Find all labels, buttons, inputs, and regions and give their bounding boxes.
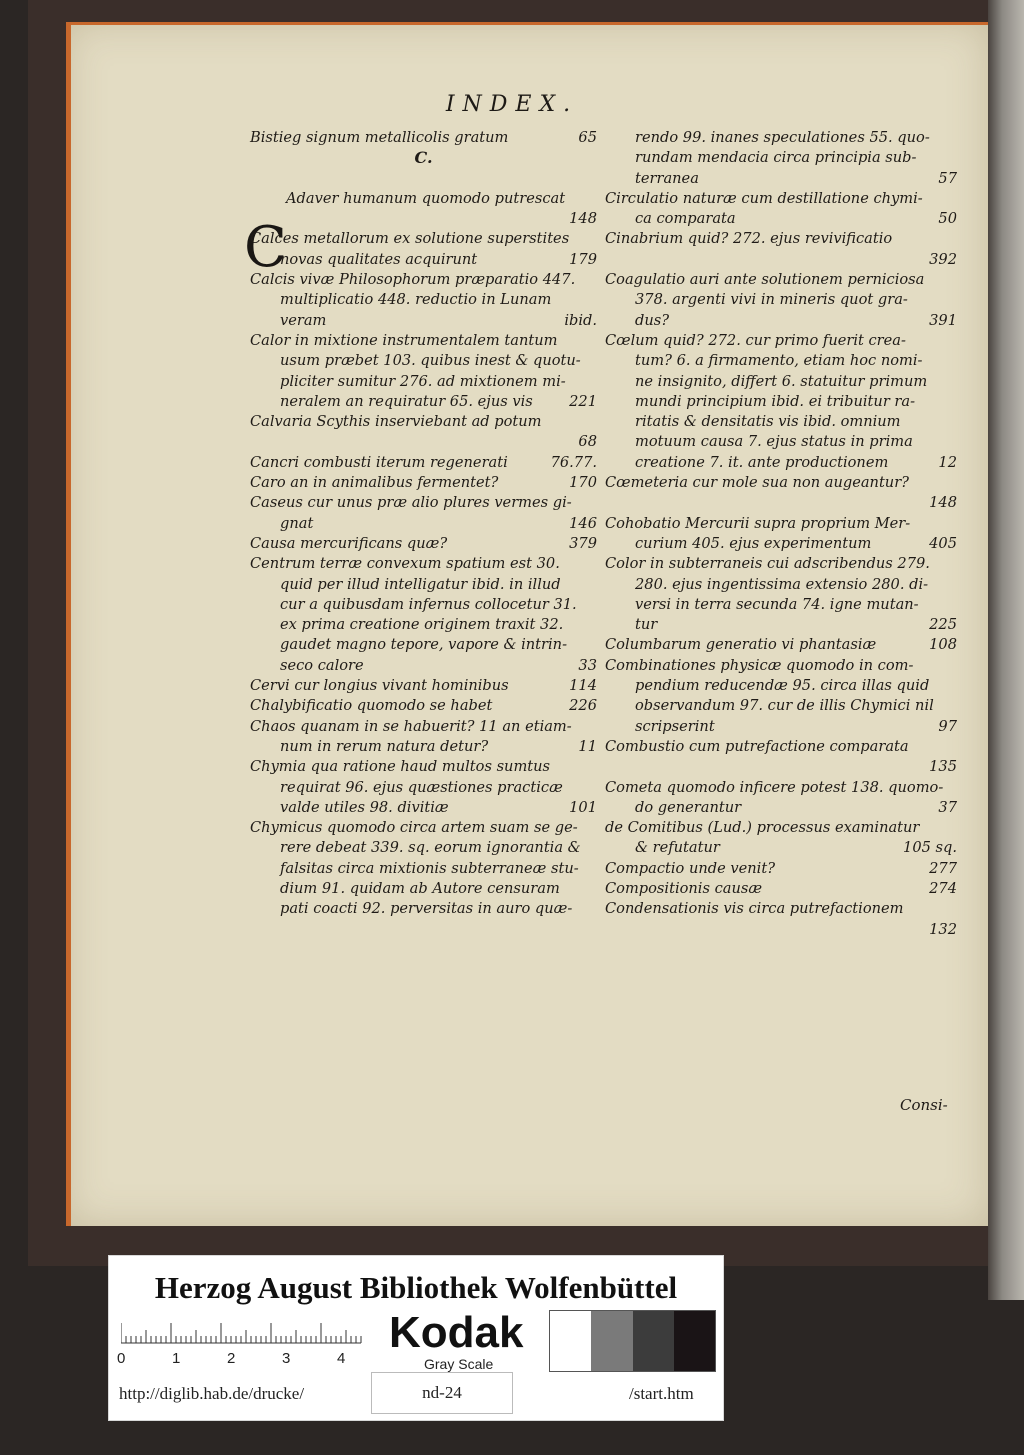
- index-entry-text: num in rerum natura detur?: [280, 737, 489, 755]
- index-entry-text: versi in terra secunda 74. igne mutan-: [635, 595, 919, 613]
- index-entry-text: Chymicus quomodo circa artem suam se ge-: [250, 819, 578, 837]
- ruler-scale: [121, 1314, 371, 1344]
- gray-patches: [549, 1310, 716, 1372]
- index-page-number: 148: [929, 494, 957, 512]
- index-entry-line: [605, 554, 957, 574]
- index-entry-text: observandum 97. cur de illis Chymici nil: [635, 697, 934, 715]
- ruler-number: 2: [227, 1350, 236, 1367]
- index-entry-line: [250, 696, 597, 716]
- index-entry-text: falsitas circa mixtionis subterraneæ stu-: [280, 859, 579, 877]
- index-entry-text: ne insignito, differt 6. statuitur primum: [635, 372, 928, 390]
- index-entry-line: [605, 189, 957, 209]
- page-edge-left: [66, 22, 71, 1226]
- index-entry-line: [605, 737, 957, 757]
- index-entry-text: curium 405. ejus experimentum: [635, 534, 872, 552]
- index-entry-line: [605, 899, 957, 919]
- index-page-number: 12: [938, 453, 957, 471]
- index-entry-text: Adaver humanum quomodo putrescat: [286, 189, 566, 207]
- index-entry-line: [605, 798, 957, 818]
- index-entry-text: seco calore: [280, 656, 364, 674]
- index-entry-line: [250, 615, 597, 635]
- book-edge: [988, 0, 1024, 1300]
- index-entry-text: Cinabrium quid? 272. ejus revivificatio: [605, 230, 893, 248]
- index-entry-line: [605, 778, 957, 798]
- gray-patch: [633, 1311, 674, 1371]
- index-entry-line: [250, 372, 597, 392]
- index-entry-line: [605, 290, 957, 310]
- kodak-logo: Kodak: [389, 1308, 524, 1357]
- index-entry-line: [605, 453, 957, 473]
- index-entry-text: veram: [280, 311, 327, 329]
- index-page-number: 132: [929, 920, 957, 938]
- index-page-number: 170: [569, 474, 597, 492]
- index-entry-text: Cancri combusti iterum regenerati: [250, 453, 508, 471]
- index-entry-text: Cœmeteria cur mole sua non augeantur?: [605, 474, 910, 492]
- index-entry-text: Bistieg signum metallicolis gratum: [250, 129, 509, 146]
- index-entry-line: [605, 879, 957, 899]
- index-page-number: 101: [569, 798, 597, 816]
- index-entry-text: cur a quibusdam infernus collocetur 31.: [280, 595, 577, 613]
- index-entry-line: [250, 635, 597, 655]
- index-entry-line: [605, 169, 957, 189]
- drop-cap: C: [244, 215, 287, 280]
- index-page-number: 76.77.: [550, 453, 597, 471]
- index-entry-text: Columbarum generatio vi phantasiæ: [605, 636, 877, 654]
- index-entry-line: [605, 717, 957, 737]
- index-entry-text: usum præbet 103. quibus inest & quotu-: [280, 352, 581, 370]
- index-entry-line: [250, 717, 597, 737]
- index-entry-line: [250, 879, 597, 899]
- index-entry-text: Chaos quanam in se habuerit? 11 an etiam-: [250, 717, 572, 735]
- index-page-number: 68: [578, 433, 597, 451]
- index-entry-line: [250, 656, 597, 676]
- index-entry-line: [605, 859, 957, 879]
- index-entry-text: pendium reducendæ 95. circa illas quid: [635, 677, 930, 695]
- index-entry-text: neralem an requiratur 65. ejus vis: [280, 392, 533, 410]
- index-entry-line: [605, 676, 957, 696]
- catchword: Consi-: [900, 1096, 948, 1114]
- index-entry-line: [250, 575, 597, 595]
- index-entry-text: requirat 96. ejus quæstiones practicæ: [280, 778, 563, 796]
- index-page-number: 37: [938, 798, 957, 816]
- index-entry-text: C.: [414, 148, 433, 168]
- index-entry-text: Centrum terræ convexum spatium est 30.: [250, 555, 560, 573]
- index-page-number: 11: [578, 737, 597, 755]
- index-entry-text: Calor in mixtione instrumentalem tantum: [250, 331, 558, 349]
- index-entry-line: [250, 270, 597, 290]
- index-page-number: 392: [929, 250, 957, 268]
- index-entry-line: [250, 189, 597, 209]
- index-page-number: 148: [569, 210, 597, 228]
- index-entry-line: [605, 838, 957, 858]
- index-entry-text: Cohobatio Mercurii supra proprium Mer-: [605, 514, 911, 532]
- index-entry-text: Calvaria Scythis inserviebant ad potum: [250, 413, 542, 431]
- index-page-number: 108: [929, 636, 957, 654]
- index-column-right: [605, 128, 957, 940]
- index-column-left: [250, 128, 597, 920]
- gray-patch: [674, 1311, 715, 1371]
- page-header: INDEX.: [445, 92, 579, 117]
- index-entry-text: Caro an in animalibus fermentet?: [250, 474, 499, 492]
- index-entry-line: [605, 311, 957, 331]
- index-entry-line: [250, 209, 597, 229]
- index-entry-line: [605, 534, 957, 554]
- index-entry-text: do generantur: [635, 798, 742, 816]
- index-entry-text: Color in subterraneis cui adscribendus 279.: [605, 555, 930, 573]
- index-page-number: 221: [569, 392, 597, 410]
- index-page-number: 57: [938, 169, 957, 187]
- gray-patch: [550, 1311, 591, 1371]
- index-entry-line: [250, 595, 597, 615]
- index-entry-text: dium 91. quidam ab Autore censuram: [280, 879, 560, 897]
- index-entry-text: gnat: [280, 514, 314, 532]
- index-entry-line: [250, 432, 597, 452]
- index-entry-line: [605, 229, 957, 249]
- index-entry-text: Chymia qua ratione haud multos sumtus: [250, 758, 551, 776]
- index-entry-text: rundam mendacia circa principia sub-: [635, 149, 917, 167]
- index-entry-text: motuum causa 7. ejus status in prima: [635, 433, 913, 451]
- index-page-number: 105 sq.: [903, 839, 957, 857]
- index-entry-text: Combinationes physicæ quomodo in com-: [605, 656, 914, 674]
- index-entry-line: [250, 473, 597, 493]
- index-entry-line: [250, 676, 597, 696]
- index-entry-line: [250, 128, 597, 148]
- url-suffix: /start.htm: [629, 1384, 694, 1403]
- index-entry-text: Calcis vivæ Philosophorum præparatio 447.: [250, 271, 576, 289]
- index-entry-line: [250, 412, 597, 432]
- index-page-number: 379: [569, 534, 597, 552]
- library-color-card: [108, 1255, 724, 1421]
- index-entry-line: [605, 635, 957, 655]
- index-entry-line: [605, 270, 957, 290]
- ruler-number: 4: [337, 1350, 346, 1367]
- index-entry-line: [250, 778, 597, 798]
- index-entry-text: Coagulatio auri ante solutionem perniciosa: [605, 271, 925, 289]
- index-entry-text: Combustio cum putrefactione comparata: [605, 737, 909, 755]
- index-entry-line: [250, 838, 597, 858]
- index-entry-line: [250, 250, 597, 270]
- index-entry-line: [250, 493, 597, 513]
- index-entry-line: [250, 818, 597, 838]
- index-entry-line: [250, 534, 597, 554]
- ruler-number: 3: [282, 1350, 291, 1367]
- url-prefix: http://diglib.hab.de/drucke/: [119, 1384, 305, 1403]
- index-entry-text: terranea: [635, 169, 699, 187]
- index-entry-line: [250, 859, 597, 879]
- index-entry-text: Caseus cur unus præ alio plures vermes gi-: [250, 494, 572, 512]
- index-entry-line: [250, 331, 597, 351]
- index-page-number: 391: [929, 311, 957, 329]
- index-page-number: 146: [569, 514, 597, 532]
- index-entry-text: mundi principium ibid. ei tribuitur ra-: [635, 392, 916, 410]
- index-entry-line: [605, 432, 957, 452]
- index-entry-text: pliciter sumitur 276. ad mixtionem mi-: [280, 372, 566, 390]
- index-entry-line: [605, 331, 957, 351]
- index-entry-text: ritatis & densitatis vis ibid. omnium: [635, 413, 901, 431]
- index-entry-text: 378. argenti vivi in mineris quot gra-: [635, 291, 908, 309]
- index-entry-text: scripserint: [635, 717, 715, 735]
- index-entry-text: Cervi cur longius vivant hominibus: [250, 677, 509, 695]
- index-entry-line: [250, 169, 597, 189]
- index-entry-text: de Comitibus (Lud.) processus examinatur: [605, 819, 920, 837]
- index-entry-text: Causa mercurificans quæ?: [250, 534, 448, 552]
- gray-patch: [591, 1311, 632, 1371]
- index-entry-text: Calces metallorum ex solutione superstites: [250, 230, 570, 248]
- index-page-number: 277: [929, 859, 957, 877]
- index-entry-text: rendo 99. inanes speculationes 55. quo-: [635, 129, 930, 146]
- index-entry-text: pati coacti 92. perversitas in auro quæ-: [280, 900, 573, 918]
- index-entry-text: quid per illud intelligatur ibid. in illud: [280, 575, 561, 593]
- index-page-number: 50: [938, 210, 957, 228]
- library-name: Herzog August Bibliothek Wolfenbüttel: [154, 1270, 678, 1305]
- index-entry-text: tur: [635, 616, 658, 634]
- index-entry-line: [605, 514, 957, 534]
- ruler-number: 0: [117, 1350, 126, 1367]
- index-entry-text: ca comparata: [635, 210, 736, 228]
- index-entry-line: [605, 473, 957, 493]
- index-page-number: ibid.: [564, 311, 597, 329]
- index-entry-text: Chalybificatio quomodo se habet: [250, 697, 493, 715]
- index-entry-text: rere debeat 339. sq. eorum ignorantia &: [280, 839, 581, 857]
- index-entry-line: [250, 453, 597, 473]
- index-entry-line: [250, 229, 597, 249]
- ruler-number: 1: [172, 1350, 181, 1367]
- index-page-number: 226: [569, 697, 597, 715]
- index-entry-text: Cœlum quid? 272. cur primo fuerit crea-: [605, 331, 906, 349]
- index-entry-text: novas qualitates acquirunt: [280, 250, 478, 268]
- index-entry-line: [250, 798, 597, 818]
- index-entry-line: [605, 575, 957, 595]
- page-edge-top: [66, 22, 988, 25]
- index-entry-line: [605, 696, 957, 716]
- index-entry-text: tum? 6. a firmamento, etiam hoc nomi-: [635, 352, 923, 370]
- index-entry-line: [605, 595, 957, 615]
- index-entry-line: [605, 351, 957, 371]
- index-entry-line: [605, 209, 957, 229]
- gray-scale-label: Gray Scale: [424, 1356, 494, 1372]
- index-page-number: 65: [578, 129, 597, 146]
- index-page-number: 33: [578, 656, 597, 674]
- index-entry-line: [250, 737, 597, 757]
- index-entry-text: Compactio unde venit?: [605, 859, 776, 877]
- index-entry-line: [250, 311, 597, 331]
- index-page-number: 405: [929, 534, 957, 552]
- index-entry-text: creatione 7. it. ante productionem: [635, 453, 889, 471]
- index-entry-line: [250, 148, 597, 168]
- index-entry-line: [605, 128, 957, 148]
- index-entry-line: [605, 615, 957, 635]
- index-entry-text: Circulatio naturæ cum destillatione chymi-: [605, 189, 923, 207]
- index-entry-text: Condensationis vis circa putrefactionem: [605, 900, 904, 918]
- index-entry-text: dus?: [635, 311, 670, 329]
- index-page-number: 114: [569, 677, 597, 695]
- index-entry-line: [250, 290, 597, 310]
- index-entry-line: [605, 656, 957, 676]
- shelf-code: nd-24: [371, 1372, 513, 1414]
- index-entry-text: ex prima creatione originem traxit 32.: [280, 616, 564, 634]
- index-entry-line: [605, 920, 957, 940]
- index-page-number: 97: [938, 717, 957, 735]
- index-entry-line: [605, 412, 957, 432]
- index-entry-line: [250, 554, 597, 574]
- index-entry-text: gaudet magno tepore, vapore & intrin-: [280, 636, 568, 654]
- index-entry-line: [605, 818, 957, 838]
- index-entry-line: [250, 392, 597, 412]
- index-entry-line: [250, 351, 597, 371]
- index-page-number: 274: [929, 879, 957, 897]
- index-entry-line: [605, 148, 957, 168]
- index-entry-text: Cometa quomodo inficere potest 138. quomo-: [605, 778, 944, 796]
- index-entry-line: [250, 899, 597, 919]
- index-page-number: 179: [569, 250, 597, 268]
- index-entry-line: [605, 392, 957, 412]
- index-entry-line: [250, 514, 597, 534]
- index-entry-text: valde utiles 98. divitiæ: [280, 798, 449, 816]
- index-entry-text: multiplicatio 448. reductio in Lunam: [280, 291, 552, 309]
- index-entry-line: [605, 757, 957, 777]
- index-entry-line: [250, 757, 597, 777]
- index-page-number: 135: [929, 758, 957, 776]
- index-entry-line: [605, 372, 957, 392]
- index-entry-text: Compositionis causæ: [605, 879, 763, 897]
- index-entry-text: & refutatur: [635, 839, 720, 857]
- index-page-number: 225: [929, 616, 957, 634]
- index-entry-line: [605, 250, 957, 270]
- index-entry-text: 280. ejus ingentissima extensio 280. di-: [635, 575, 929, 593]
- index-entry-line: [605, 493, 957, 513]
